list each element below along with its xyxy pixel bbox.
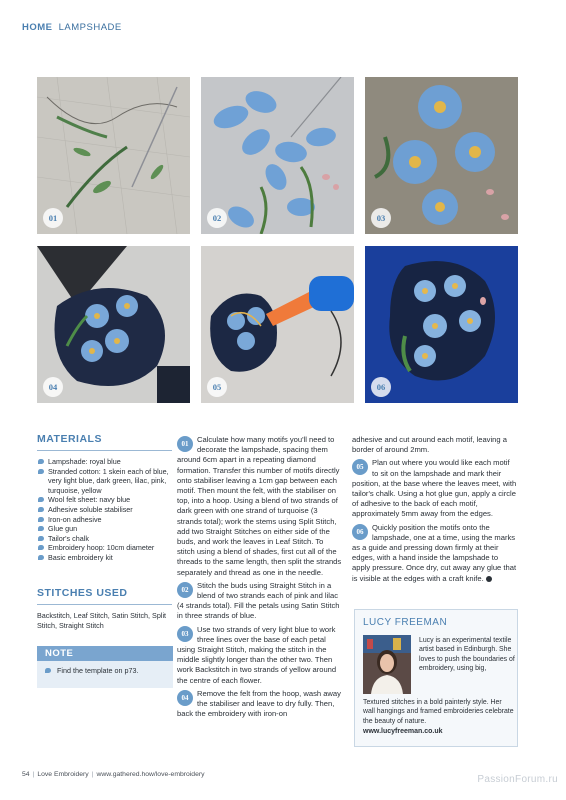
designer-website-link[interactable]: www.lucyfreeman.co.uk (363, 728, 443, 735)
step-06 (352, 523, 518, 584)
stitches-text: Backstitch, Leaf Stitch, Satin Stitch, Split Stitch, Straight Stitch (37, 611, 167, 630)
designer-portrait (363, 635, 411, 694)
step-number-badge: 02 (177, 582, 193, 598)
photo-number: 05 (207, 377, 227, 397)
list-item: Tailor's chalk (37, 534, 172, 544)
step-text: Stitch the buds using Straight Stitch in a blend of two strands each of pink and lilac (4 strands total). Fill the petals using Satin Stitch in three strands of blue. (177, 580, 340, 621)
photo-number: 06 (371, 377, 391, 397)
step-05 (352, 458, 518, 519)
step-photo-02 (201, 77, 354, 234)
materials-list (37, 457, 172, 563)
step-photo-01 (37, 77, 190, 234)
instructions-column-2 (352, 435, 518, 584)
magazine-name: Love Embroidery (37, 771, 89, 778)
watermark: PassionForum.ru (477, 774, 558, 785)
step-text: Use two strands of very light blue to work three lines over the base of each petal using Straight Stitch, making the stitch in the middle slightly longer than the other two. Then work Backstitch in two strands of yellow around the centre of each flower. (177, 624, 337, 685)
step-photo-04 (37, 246, 190, 403)
header-section: LAMPSHADE (58, 22, 122, 33)
step-04 (177, 689, 343, 720)
list-item: Glue gun (37, 524, 172, 534)
designer-bio: Lucy is an experimental textile artist based in Edinburgh. She loves to push the boundaries of embroidery, using big, (419, 637, 515, 673)
step-number-badge: 05 (352, 459, 368, 475)
list-item: Lampshade: royal blue (37, 457, 172, 467)
designer-name: LUCY FREEMAN (363, 617, 448, 628)
divider: | (32, 771, 35, 778)
instructions-column-1 (177, 435, 343, 719)
page-header (22, 22, 122, 33)
step-text: Quickly position the motifs onto the lampshade, one at a time, using the marks as a guide and pressing down firmly at their edges, with a hand inside the lampshade to apply pressure. Once dry, cut away any glue that is visible at the edges with a craft knife. (352, 522, 517, 583)
divider: | (91, 771, 94, 778)
note-text: Find the template on p73. (37, 661, 173, 675)
step-text: Plan out where you would like each motif to sit on the lampshade and mark their position, at the base where the leaves meet, with tailor's chalk. Using a hot glue gun, apply a circle of adhesive to the back of each motif, approximately 5mm away from the edges. (352, 458, 517, 519)
step-01 (177, 435, 343, 578)
photo-number: 04 (43, 377, 63, 397)
step-02 (177, 581, 343, 622)
list-item: Stranded cotton: 1 skein each of blue, very light blue, dark green, lilac, pink, turquoise, yellow (37, 467, 172, 496)
header-home: HOME (22, 22, 53, 33)
step-04-continued: adhesive and cut around each motif, leaving a border of around 2mm. (352, 435, 507, 455)
note-title: NOTE (37, 646, 173, 661)
photo-number: 03 (371, 208, 391, 228)
step-number-badge: 06 (352, 524, 368, 540)
step-photo-03 (365, 77, 518, 234)
footer-url[interactable]: www.gathered.how/love-embroidery (96, 771, 205, 778)
designer-bio-continued: Textured stitches in a bold painterly style. Her wall hangings and framed embroideries celebrate the beauty of nature. (363, 699, 514, 725)
page-footer (22, 771, 205, 778)
step-number-badge: 01 (177, 436, 193, 452)
designer-box (354, 609, 518, 747)
step-number-badge: 04 (177, 690, 193, 706)
materials-title: MATERIALS (37, 433, 102, 445)
step-photo-05 (201, 246, 354, 403)
step-03 (177, 625, 343, 686)
list-item: Wool felt sheet: navy blue (37, 495, 172, 505)
list-item: Basic embroidery kit (37, 553, 172, 563)
divider (37, 450, 172, 451)
photo-number: 02 (207, 208, 227, 228)
end-mark-icon (486, 576, 492, 582)
divider (37, 604, 172, 605)
list-item: Iron-on adhesive (37, 515, 172, 525)
list-item: Adhesive soluble stabiliser (37, 505, 172, 515)
materials-box (37, 433, 172, 563)
note-box (37, 646, 173, 688)
stitches-box (37, 587, 172, 630)
page-number: 54 (22, 771, 30, 778)
step-text: Calculate how many motifs you'll need to decorate the lampshade, spacing them around 6cm apart in a repeating diamond formation. Transfer this number of motifs directly onto stabiliser leaving a 1cm gap between each motif. Then mount the felt, with the stabiliser on top, into a hoop. Using a blend of two strands of dark green with one strand of turquoise (3 strands total); work the stems using Split Stitch, add two Straight Stitches on either side of the buds, and work the leaves in Leaf Stitch. To stitch using a blend of shades, first cut all of the threads to the same length, then split the strands separately and thread as one in the needle. (177, 435, 342, 577)
list-item: Embroidery hoop: 10cm diameter (37, 543, 172, 553)
photo-number: 01 (43, 208, 63, 228)
step-text: Remove the felt from the hoop, wash away the stabiliser and leave to dry fully. Then, back the embroidery with iron-on (177, 688, 341, 719)
stitches-title: STITCHES USED (37, 587, 128, 599)
step-photo-06 (365, 246, 518, 403)
step-number-badge: 03 (177, 626, 193, 642)
